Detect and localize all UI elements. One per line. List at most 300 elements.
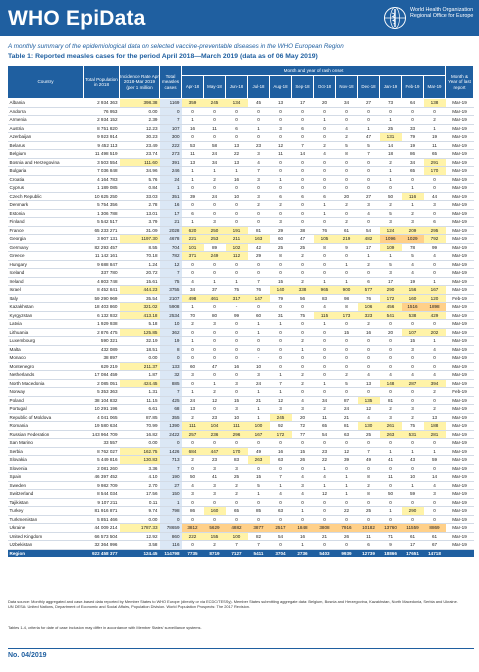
country-cell: Region (8, 549, 84, 557)
population-cell: 922 458 377 (84, 549, 120, 557)
month-cell: 0 (336, 337, 358, 346)
month-cell: 4 (358, 413, 380, 422)
month-cell: 0 (270, 184, 292, 193)
table-row (8, 354, 474, 363)
month-cell: 75 (292, 311, 314, 320)
month-cell: 0 (204, 133, 226, 142)
month-cell: 0 (270, 116, 292, 125)
table-row (8, 209, 474, 218)
month-cell: 0 (292, 269, 314, 278)
month-cell: 461 (204, 294, 226, 303)
population-cell: 76 953 (84, 107, 120, 116)
month-cell: 456 (380, 303, 402, 312)
header-month: May-18 (204, 76, 226, 99)
last-report-cell: Mar-19 (446, 226, 474, 235)
month-cell: 1 (380, 116, 402, 125)
month-cell: 1 (248, 413, 270, 422)
month-cell: 2 (358, 481, 380, 490)
last-report-cell: Mar-19 (446, 541, 474, 550)
month-cell: 3704 (270, 549, 292, 557)
month-cell: 16 (358, 328, 380, 337)
population-cell: 9 923 914 (84, 133, 120, 142)
month-cell: 0 (336, 498, 358, 507)
month-cell: 100 (248, 422, 270, 431)
month-cell: 0 (248, 303, 270, 312)
incidence-cell: 130.83 (120, 456, 160, 465)
org-name: World Health Organization (410, 7, 474, 13)
month-cell: 0 (204, 209, 226, 218)
month-cell: 0 (182, 260, 204, 269)
incidence-cell: 444.23 (120, 286, 160, 295)
incidence-cell: 8.55 (120, 243, 160, 252)
month-cell: 3 (248, 175, 270, 184)
month-cell: 17 (402, 541, 424, 550)
table-row (8, 396, 474, 405)
month-cell: 188 (424, 422, 446, 431)
table-row (8, 422, 474, 431)
population-cell: 8 762 027 (84, 447, 120, 456)
month-cell: 0 (380, 515, 402, 524)
last-report-cell: Mar-19 (446, 175, 474, 184)
population-cell: 2 081 260 (84, 464, 120, 473)
population-cell: 1 306 788 (84, 209, 120, 218)
month-cell: 4 (314, 150, 336, 159)
total-cases-cell: 32 (160, 371, 182, 380)
month-cell: 1 (292, 507, 314, 516)
month-cell: 1 (182, 337, 204, 346)
month-cell: 23 (248, 141, 270, 150)
country-cell: Ukraine (8, 524, 84, 533)
month-cell: 2 (314, 405, 336, 414)
month-cell: 1 (424, 447, 446, 456)
data-source-note (8, 600, 474, 610)
month-cell: 1898 (424, 303, 446, 312)
month-cell: 8 (314, 243, 336, 252)
month-cell: 0 (248, 498, 270, 507)
country-cell: Cyprus (8, 184, 84, 193)
month-cell: 1 (270, 175, 292, 184)
month-cell: 0 (314, 328, 336, 337)
month-cell: 0 (292, 303, 314, 312)
month-cell: 0 (270, 303, 292, 312)
month-cell: 0 (226, 107, 248, 116)
month-cell: 60 (248, 311, 270, 320)
total-cases-cell: 798 (160, 507, 182, 516)
population-cell: 2 934 152 (84, 116, 120, 125)
population-cell: 10 625 250 (84, 192, 120, 201)
last-report-cell: Mar-19 (446, 413, 474, 422)
month-cell: 0 (292, 175, 314, 184)
last-report-cell: Mar-19 (446, 524, 474, 533)
last-report-cell: Mar-19 (446, 192, 474, 201)
month-cell: 13 (424, 413, 446, 422)
month-cell: 900 (336, 286, 358, 295)
month-cell: 2 (204, 388, 226, 397)
country-cell: Azerbaijan (8, 133, 84, 142)
month-cell: 0 (336, 175, 358, 184)
incidence-cell: 0.00 (120, 107, 160, 116)
population-cell: 337 780 (84, 269, 120, 278)
last-report-cell: Mar-19 (446, 260, 474, 269)
month-cell: 0 (358, 184, 380, 193)
total-cases-cell: 391 (160, 158, 182, 167)
month-cell: 7 (270, 379, 292, 388)
month-cell: 7 (248, 277, 270, 286)
month-cell: 0 (292, 320, 314, 329)
incidence-cell: 1787.33 (120, 524, 160, 533)
month-cell: 1 (380, 507, 402, 516)
month-cell: 0 (270, 133, 292, 142)
month-cell: 8 (336, 303, 358, 312)
month-cell: 1 (424, 124, 446, 133)
month-cell: 253 (204, 235, 226, 244)
month-cell: 167 (424, 286, 446, 295)
month-cell: 0 (204, 439, 226, 448)
month-cell: 0 (358, 167, 380, 176)
data-source-text: Data source: Monthly aggregated and case-based data reported by Member States to WHO Europe (directly or via ECDC/TESSy). Member States submitting aggregate data: Belgium, Bosnia and Herzegovina, Kazakhstan, North Macedonia, Serbia and Ukraine. (8, 599, 458, 604)
month-cell: 1 (248, 328, 270, 337)
header-month: Oct-18 (314, 76, 336, 99)
month-cell: 105 (314, 235, 336, 244)
month-cell: 76 (314, 226, 336, 235)
month-cell: 31 (270, 311, 292, 320)
last-report-cell: Mar-19 (446, 422, 474, 431)
month-cell: 1516 (402, 303, 424, 312)
month-cell: 0 (424, 515, 446, 524)
population-cell: 38 104 832 (84, 396, 120, 405)
total-cases-cell: 425 (160, 396, 182, 405)
month-cell: 5403 (314, 549, 336, 557)
country-cell: Montenegro (8, 362, 84, 371)
month-cell: 0 (336, 107, 358, 116)
month-cell: 12 (270, 396, 292, 405)
table-row (8, 464, 474, 473)
month-cell: 3 (226, 464, 248, 473)
month-cell: 0 (424, 269, 446, 278)
month-cell: 0 (336, 269, 358, 278)
population-cell: 2 876 475 (84, 328, 120, 337)
month-cell: 23 (204, 413, 226, 422)
month-cell: 0 (292, 388, 314, 397)
country-cell: Portugal (8, 405, 84, 414)
month-cell: 63 (270, 456, 292, 465)
country-cell: Turkey (8, 507, 84, 516)
month-cell: 6 (182, 209, 204, 218)
month-cell: 965 (314, 286, 336, 295)
last-report-cell: Mar-19 (446, 167, 474, 176)
table-row (8, 303, 474, 312)
month-cell: 7 (248, 167, 270, 176)
month-cell: 116 (402, 192, 424, 201)
month-cell: 2 (424, 116, 446, 125)
month-cell: 20 (380, 328, 402, 337)
month-cell: 0 (380, 320, 402, 329)
total-cases-cell: 4678 (160, 235, 182, 244)
month-cell: 0 (314, 507, 336, 516)
month-cell: 0 (226, 498, 248, 507)
month-cell: 2 (292, 371, 314, 380)
month-cell: 112 (226, 252, 248, 261)
month-cell: 1 (314, 464, 336, 473)
table-row (8, 379, 474, 388)
incidence-cell: 321.02 (120, 303, 160, 312)
month-cell: 8719 (204, 549, 226, 557)
incidence-cell: 3.36 (120, 464, 160, 473)
month-cell: 81 (380, 396, 402, 405)
month-cell: 14 (424, 473, 446, 482)
month-cell: 1 (182, 388, 204, 397)
month-cell: 0 (204, 515, 226, 524)
month-cell: 13 (182, 158, 204, 167)
month-cell: 78 (402, 243, 424, 252)
incidence-cell: 0.84 (120, 184, 160, 193)
month-cell: 1 (336, 490, 358, 499)
total-cases-cell: 704 (160, 243, 182, 252)
incidence-cell: 87.85 (120, 413, 160, 422)
table-row (8, 430, 474, 439)
header-month: Dec-18 (358, 76, 380, 99)
month-cell: 138 (424, 99, 446, 108)
country-cell: Sweden (8, 481, 84, 490)
month-cell: 11 (380, 473, 402, 482)
month-cell: 12 (336, 447, 358, 456)
month-cell: 0 (314, 107, 336, 116)
month-cell: 13760 (380, 524, 402, 533)
month-cell: 0 (248, 116, 270, 125)
header-month: Aug-18 (270, 76, 292, 99)
month-cell: 0 (336, 362, 358, 371)
header-month: Jan-19 (380, 76, 402, 99)
month-cell: 172 (380, 294, 402, 303)
table-row (8, 184, 474, 193)
month-cell: 54 (270, 532, 292, 541)
month-cell: 26 (336, 532, 358, 541)
month-cell: 3 (248, 371, 270, 380)
month-cell: 0 (358, 218, 380, 227)
who-emblem-icon (383, 6, 407, 30)
month-cell: 25 (358, 430, 380, 439)
month-cell: 0 (402, 362, 424, 371)
population-cell: 46 397 452 (84, 473, 120, 482)
month-cell: 75 (402, 422, 424, 431)
total-cases-cell: 133 (160, 362, 182, 371)
month-cell: 12 (204, 396, 226, 405)
month-cell: 281 (424, 430, 446, 439)
month-cell: 60 (182, 362, 204, 371)
month-cell: 1 (380, 447, 402, 456)
month-cell: 0 (204, 184, 226, 193)
total-cases-cell: 0 (160, 354, 182, 363)
month-cell: 22 (314, 456, 336, 465)
population-cell: 10 291 196 (84, 405, 120, 414)
month-cell: 15 (402, 337, 424, 346)
month-cell: 29 (248, 252, 270, 261)
month-cell: 0 (424, 209, 446, 218)
population-cell: 11 498 519 (84, 150, 120, 159)
month-cell: 0 (204, 498, 226, 507)
month-cell: 0 (424, 498, 446, 507)
month-cell: 0 (402, 320, 424, 329)
month-cell: 0 (336, 388, 358, 397)
country-cell: Czech Republic (8, 192, 84, 201)
month-cell: 13 (358, 379, 380, 388)
country-cell: Slovenia (8, 464, 84, 473)
incidence-cell: 1.87 (120, 371, 160, 380)
month-cell: 18866 (380, 549, 402, 557)
month-cell: 8869 (424, 524, 446, 533)
month-cell: 0 (292, 439, 314, 448)
month-cell: 2 (292, 252, 314, 261)
month-cell: 42 (248, 243, 270, 252)
total-cases-cell: 1 (160, 184, 182, 193)
month-cell: 21 (248, 396, 270, 405)
month-cell: 4 (402, 260, 424, 269)
month-cell: 8 (336, 150, 358, 159)
month-cell: 16 (270, 447, 292, 456)
population-cell: 8 544 034 (84, 490, 120, 499)
month-cell: 70 (182, 311, 204, 320)
header-month-group: Month and year of rash onset (182, 66, 446, 76)
month-cell: 1 (248, 320, 270, 329)
report-header (0, 0, 479, 36)
month-cell: 0 (226, 371, 248, 380)
month-cell: 541 (380, 311, 402, 320)
month-cell: 0 (402, 354, 424, 363)
total-cases-cell: 7 (160, 269, 182, 278)
month-cell: 0 (358, 107, 380, 116)
month-cell: 0 (402, 396, 424, 405)
month-cell: 134 (226, 99, 248, 108)
month-cell: 3 (424, 490, 446, 499)
month-cell: 147 (248, 294, 270, 303)
month-cell: 1 (248, 124, 270, 133)
month-cell: 4882 (226, 524, 248, 533)
month-cell: 1 (292, 345, 314, 354)
month-cell: 3 (292, 481, 314, 490)
month-cell: 0 (182, 541, 204, 550)
month-cell: 0 (424, 439, 446, 448)
month-cell: 0 (424, 107, 446, 116)
month-cell: 0 (204, 201, 226, 210)
month-cell: 0 (380, 439, 402, 448)
month-cell: 0 (270, 337, 292, 346)
month-cell: 0 (292, 158, 314, 167)
month-cell: 0 (226, 218, 248, 227)
population-cell: 32 364 996 (84, 541, 120, 550)
month-cell: 0 (314, 252, 336, 261)
month-cell: 0 (292, 464, 314, 473)
population-source-text: UN DESA: United Nations, Department of Economic and Social Affairs, Population Division. World Population Prospects: The 2017 Revision. (8, 603, 250, 609)
month-cell: 25 (270, 243, 292, 252)
month-cell: 4 (402, 371, 424, 380)
month-cell: 0 (292, 354, 314, 363)
month-cell: 0 (358, 158, 380, 167)
total-cases-cell: 273 (160, 150, 182, 159)
month-cell: 34 (314, 396, 336, 405)
month-cell: 6 (314, 192, 336, 201)
month-cell: 0 (182, 133, 204, 142)
table-row (8, 473, 474, 482)
month-cell: 2 (182, 320, 204, 329)
country-cell: Norway (8, 388, 84, 397)
total-cases-cell: 355 (160, 413, 182, 422)
month-cell: 0 (358, 362, 380, 371)
population-cell: 5 353 363 (84, 388, 120, 397)
last-report-cell: Mar-19 (446, 124, 474, 133)
month-cell: 22 (226, 150, 248, 159)
country-cell: Spain (8, 473, 84, 482)
month-cell: 76 (248, 286, 270, 295)
month-cell: 15 (270, 277, 292, 286)
table-row (8, 498, 474, 507)
month-cell: 0 (336, 184, 358, 193)
month-cell: 1 (314, 209, 336, 218)
month-cell: 104 (204, 422, 226, 431)
last-report-cell: Mar-19 (446, 99, 474, 108)
month-cell: 0 (402, 388, 424, 397)
month-cell: 173 (336, 311, 358, 320)
month-cell: 4 (292, 490, 314, 499)
total-cases-cell: 1 (160, 498, 182, 507)
month-cell: 16 (182, 124, 204, 133)
month-cell: 15 (226, 396, 248, 405)
report-brand-title: WHO EpiData (8, 7, 146, 30)
month-cell: 0 (182, 184, 204, 193)
month-cell: 2517 (270, 524, 292, 533)
month-cell: 64 (402, 99, 424, 108)
month-cell: 0 (226, 388, 248, 397)
month-cell: 0 (226, 269, 248, 278)
month-cell: 58 (204, 141, 226, 150)
incidence-cell: 18.51 (120, 345, 160, 354)
table-row (8, 490, 474, 499)
month-cell: 447 (204, 447, 226, 456)
country-cell: Netherlands (8, 371, 84, 380)
month-cell: 0 (182, 328, 204, 337)
country-cell: Denmark (8, 201, 84, 210)
month-cell: 1 (182, 303, 204, 312)
month-cell: 0 (314, 269, 336, 278)
incidence-cell: 125.85 (120, 328, 160, 337)
month-cell: 2 (292, 379, 314, 388)
month-cell: 80 (204, 311, 226, 320)
month-cell: 4 (182, 277, 204, 286)
month-cell: 0 (270, 439, 292, 448)
month-cell: 2 (292, 337, 314, 346)
month-cell: 0 (424, 396, 446, 405)
month-cell: 102 (226, 243, 248, 252)
month-cell: 0 (292, 184, 314, 193)
month-cell: 12 (314, 490, 336, 499)
header-last-report: Month & Year of last report (446, 66, 474, 99)
month-cell: 2 (380, 201, 402, 210)
month-cell: 0 (270, 498, 292, 507)
header-country: Country (8, 66, 84, 99)
month-cell: 0 (270, 345, 292, 354)
month-cell: 0 (292, 362, 314, 371)
month-cell: 6 (358, 277, 380, 286)
month-cell: 0 (248, 218, 270, 227)
last-report-cell: Mar-19 (446, 150, 474, 159)
month-cell: 24 (248, 379, 270, 388)
month-cell: 1 (226, 167, 248, 176)
month-cell: 5 (380, 260, 402, 269)
population-cell: 2 085 051 (84, 379, 120, 388)
month-cell: 4 (292, 396, 314, 405)
month-cell: 14 (292, 150, 314, 159)
month-cell: 7 (270, 473, 292, 482)
country-cell: Kyrgyzstan (8, 311, 84, 320)
